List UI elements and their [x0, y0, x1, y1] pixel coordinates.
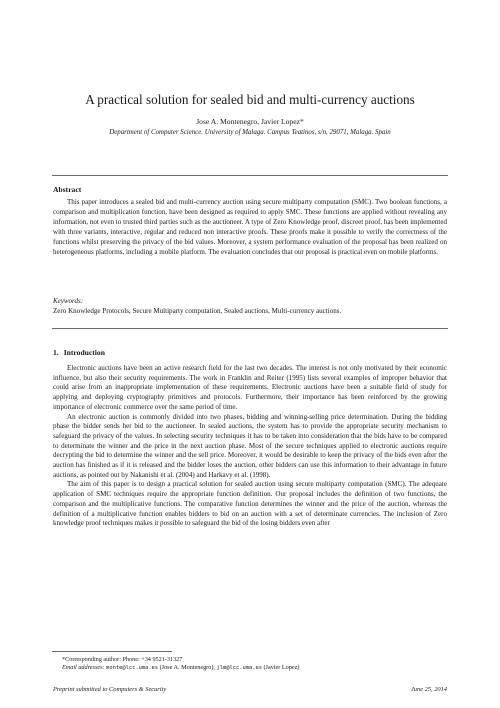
- email-link[interactable]: jlm@lcc.uma.es: [216, 665, 262, 672]
- journal-footer: Preprint submitted to Computers & Security: [53, 686, 167, 693]
- corresponding-author-note: *Corresponding author: Phone: +34 9521-31327: [62, 656, 183, 663]
- email-owner: (Javier Lopez): [263, 664, 300, 672]
- body-paragraph: The aim of this paper is to design a practical solution for sealed auction using secure multiparty computation (SMC). The adequate application of SMC techniques require the appropriate function definition. Our proposal includes the definition of two functions, the comparison and the multiplicative functions. The comparative function determines the winner and the price of the auction, whereas the definition of a multiplicative function enables bidders to bid on an auction with a set of determinate currencies. The inclusion of Zero knowledge proof techniques makes it possible to safeguard the bid of the losing bidders even after: [53, 480, 447, 528]
- abstract-divider: [52, 328, 448, 329]
- footnotes: [53, 656, 447, 673]
- date-footer: June 25, 2014: [410, 686, 447, 693]
- body-paragraph: Electronic auctions have been an active research field for the last two decades. The interest is not only motivated by their economic influence, but also their security requirements. The work in Franklin and Reiter (1995) lists several examples of improper behavior that could arise from an inappropriate implementation of these requirements. Electronic auctions have been a suitable field of study for applying and deploying cryptography primitives and protocols. Furthermore, their importance has been reinforced by the growing importance of electronic commerce over the same period of time.: [53, 364, 447, 411]
- affiliation: Department of Computer Science. University of Malaga. Campus Teatinos, s/n, 29071, Malaga. Spain: [109, 129, 391, 136]
- abstract-heading: Abstract: [53, 185, 82, 194]
- abstract-text: This paper introduces a sealed bid and multi-currency auction using secure multiparty computation (SMC). Two boolean functions, a comparison and multiplication function, have been designed as required to apply SMC. These functions are applied without revealing any information, not even to trusted third parties such as the auctioneer. A type of Zero Knowledge proof, discreet proof, has been implemented with three variants, interactive, regular and reduced non interactive proofs. These proofs make it possible to verify the correctness of the functions whilst preserving the privacy of the bid values. Moreover, a system performance evaluation of the proposal has been realized on heterogeneous platforms, including a mobile platform. The evaluation concludes that our proposal is practical even on mobile platforms.: [53, 198, 447, 256]
- email-label: Email addresses:: [62, 664, 105, 672]
- body-paragraph: An electronic auction is commonly divided into two phases, bidding and winning-selling price determination. During the bidding phase the bidder sends her bid to the auctioneer. In sealed auctions, the system has to provide the appropriate security mechanism to safeguard the privacy of the values. In selecting security techniques it has to be taken into consideration that the bids have to be compared to determinate the winner and the price in the next auction phase. Most of the secure techniques applied to electronic auctions require decrypting the bid to determine the winner and the sell price. Moreover, it would be desirable to keep the privacy of the bids even after the auction has finished as if it is released and the bidder loses the auction, other bidders can use this information to their advantage in future auctions, as pointed out by Nakanishi et al. (2004) and Harkavy et al. (1998).: [53, 412, 447, 479]
- top-divider: [52, 175, 448, 176]
- section-body: [53, 364, 447, 529]
- footnote-rule: [52, 651, 172, 652]
- keywords-text: Zero Knowledge Protocols, Secure Multiparty computation, Sealed auctions, Multi-currency auctions.: [53, 307, 342, 315]
- keywords-heading: Keywords:: [53, 297, 84, 305]
- section-title: Introduction: [63, 348, 105, 357]
- email-link[interactable]: monte@lcc.uma.es: [106, 665, 159, 672]
- section-heading: [53, 348, 105, 358]
- email-owner: (Jose A. Montenegro),: [159, 664, 215, 672]
- email-note: [53, 664, 447, 672]
- author-list: Jose A. Montenegro, Javier Lopez*: [196, 117, 304, 126]
- section-number: 1.: [53, 348, 59, 357]
- paper-title: A practical solution for sealed bid and multi-currency auctions: [85, 92, 415, 107]
